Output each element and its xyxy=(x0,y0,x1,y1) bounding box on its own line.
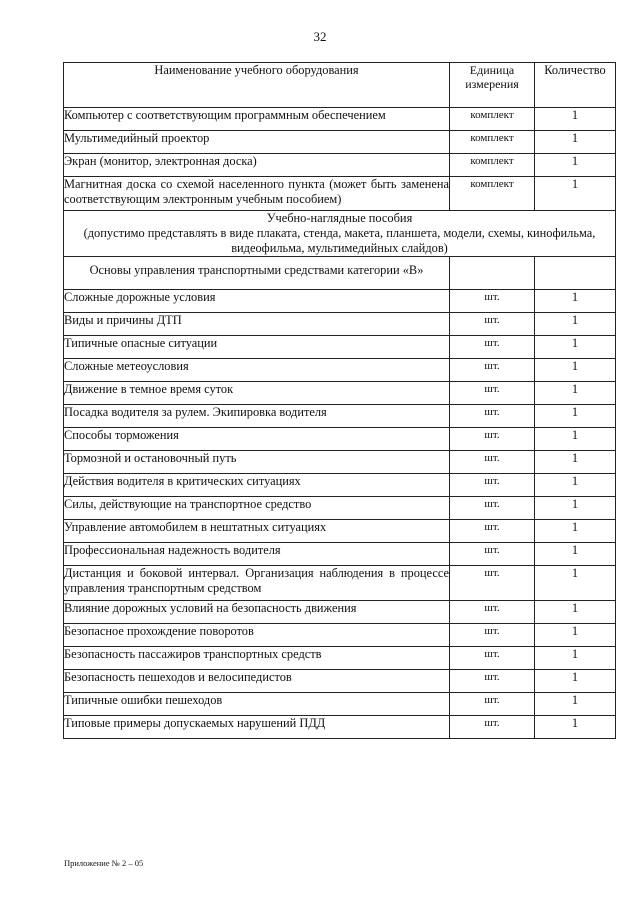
row-name: Профессиональная надежность водителя xyxy=(64,543,450,566)
table-row xyxy=(64,290,616,313)
table-row xyxy=(64,359,616,382)
row-qty: 1 xyxy=(535,693,616,716)
row-qty: 1 xyxy=(535,154,616,177)
row-unit: шт. xyxy=(450,474,535,497)
header-unit: Единица измерения xyxy=(450,63,535,108)
table-row xyxy=(64,647,616,670)
section-title: Учебно-наглядные пособия xyxy=(266,211,413,225)
row-qty: 1 xyxy=(535,290,616,313)
row-name: Сложные метеоусловия xyxy=(64,359,450,382)
row-qty: 1 xyxy=(535,520,616,543)
row-qty: 1 xyxy=(535,451,616,474)
table-row xyxy=(64,520,616,543)
row-name: Дистанция и боковой интервал. Организация наблюдения в процессе управления транспортным средством xyxy=(64,566,450,601)
row-unit: шт. xyxy=(450,451,535,474)
row-name: Действия водителя в критических ситуациях xyxy=(64,474,450,497)
table-row xyxy=(64,405,616,428)
row-unit: шт. xyxy=(450,497,535,520)
row-qty: 1 xyxy=(535,359,616,382)
table-row xyxy=(64,543,616,566)
row-unit: шт. xyxy=(450,290,535,313)
table-row xyxy=(64,474,616,497)
row-name: Тормозной и остановочный путь xyxy=(64,451,450,474)
table-row xyxy=(64,154,616,177)
row-qty: 1 xyxy=(535,382,616,405)
row-unit: шт. xyxy=(450,428,535,451)
row-unit: шт. xyxy=(450,336,535,359)
row-name: Экран (монитор, электронная доска) xyxy=(64,154,450,177)
row-qty: 1 xyxy=(535,716,616,739)
row-name: Силы, действующие на транспортное средство xyxy=(64,497,450,520)
row-qty: 1 xyxy=(535,670,616,693)
row-unit: шт. xyxy=(450,647,535,670)
section-note: (допустимо представлять в виде плаката, стенда, макета, планшета, модели, схемы, кинофильма, видеофильма, мультимедийных слайдов) xyxy=(83,226,596,255)
row-qty: 1 xyxy=(535,647,616,670)
subsection-unit-empty xyxy=(450,257,535,290)
row-name: Безопасное прохождение поворотов xyxy=(64,624,450,647)
table-row xyxy=(64,601,616,624)
row-name: Мультимедийный проектор xyxy=(64,131,450,154)
row-name: Влияние дорожных условий на безопасность движения xyxy=(64,601,450,624)
row-name: Виды и причины ДТП xyxy=(64,313,450,336)
row-qty: 1 xyxy=(535,108,616,131)
table-row xyxy=(64,428,616,451)
header-qty: Количество xyxy=(535,63,616,108)
row-name: Движение в темное время суток xyxy=(64,382,450,405)
equipment-table xyxy=(63,62,616,739)
row-qty: 1 xyxy=(535,474,616,497)
row-unit: шт. xyxy=(450,543,535,566)
row-qty: 1 xyxy=(535,428,616,451)
row-unit: шт. xyxy=(450,566,535,601)
row-unit: шт. xyxy=(450,313,535,336)
row-qty: 1 xyxy=(535,313,616,336)
table-row xyxy=(64,693,616,716)
row-unit: шт. xyxy=(450,716,535,739)
footer-note: Приложение № 2 – 05 xyxy=(64,858,144,868)
table-row xyxy=(64,382,616,405)
table-row xyxy=(64,108,616,131)
row-unit: шт. xyxy=(450,382,535,405)
row-qty: 1 xyxy=(535,566,616,601)
subsection-row xyxy=(64,257,616,290)
row-unit: комплект xyxy=(450,154,535,177)
row-name: Типичные опасные ситуации xyxy=(64,336,450,359)
row-qty: 1 xyxy=(535,405,616,428)
row-qty: 1 xyxy=(535,497,616,520)
row-unit: комплект xyxy=(450,177,535,211)
table-row xyxy=(64,670,616,693)
row-name: Посадка водителя за рулем. Экипировка водителя xyxy=(64,405,450,428)
row-unit: комплект xyxy=(450,108,535,131)
header-name: Наименование учебного оборудования xyxy=(64,63,450,108)
row-unit: комплект xyxy=(450,131,535,154)
row-unit: шт. xyxy=(450,520,535,543)
row-qty: 1 xyxy=(535,624,616,647)
table-row xyxy=(64,131,616,154)
row-name: Магнитная доска со схемой населенного пункта (может быть заменена соответствующим электронным учебным пособием) xyxy=(64,177,450,211)
table-body xyxy=(64,108,616,739)
row-name: Управление автомобилем в нештатных ситуациях xyxy=(64,520,450,543)
page-number: 32 xyxy=(313,29,327,44)
table-row xyxy=(64,451,616,474)
row-name: Безопасность пассажиров транспортных средств xyxy=(64,647,450,670)
row-name: Сложные дорожные условия xyxy=(64,290,450,313)
row-name: Компьютер с соответствующим программным обеспечением xyxy=(64,108,450,131)
row-unit: шт. xyxy=(450,670,535,693)
row-name: Безопасность пешеходов и велосипедистов xyxy=(64,670,450,693)
row-qty: 1 xyxy=(535,543,616,566)
row-unit: шт. xyxy=(450,405,535,428)
row-qty: 1 xyxy=(535,177,616,211)
section-cell xyxy=(64,211,616,257)
subsection-qty-empty xyxy=(535,257,616,290)
row-unit: шт. xyxy=(450,624,535,647)
subsection-title: Основы управления транспортными средствами категории «В» xyxy=(64,257,450,290)
table-header-row xyxy=(64,63,616,108)
row-qty: 1 xyxy=(535,336,616,359)
row-name: Способы торможения xyxy=(64,428,450,451)
section-row xyxy=(64,211,616,257)
row-name: Типовые примеры допускаемых нарушений ПДД xyxy=(64,716,450,739)
row-unit: шт. xyxy=(450,601,535,624)
table-row xyxy=(64,566,616,601)
table-row xyxy=(64,624,616,647)
table-row xyxy=(64,497,616,520)
row-name: Типичные ошибки пешеходов xyxy=(64,693,450,716)
table-row xyxy=(64,336,616,359)
table-row xyxy=(64,177,616,211)
row-unit: шт. xyxy=(450,359,535,382)
row-unit: шт. xyxy=(450,693,535,716)
row-qty: 1 xyxy=(535,131,616,154)
table-row xyxy=(64,716,616,739)
table-row xyxy=(64,313,616,336)
row-qty: 1 xyxy=(535,601,616,624)
